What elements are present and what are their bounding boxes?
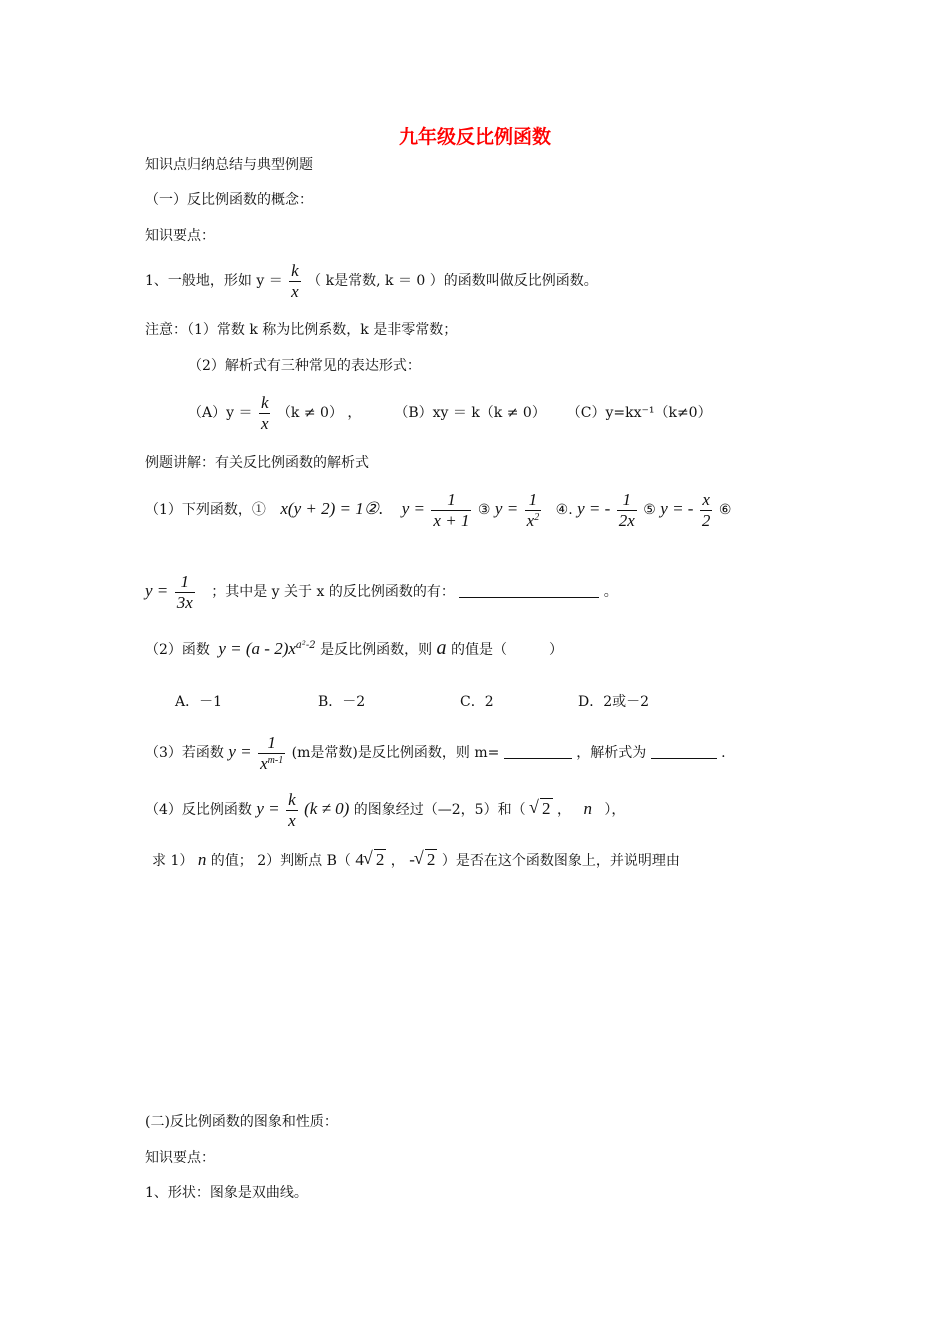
q3-fraction xyxy=(258,733,285,773)
forms-line xyxy=(188,393,712,433)
form-b: （B）xy ＝ k（k ≠ 0） xyxy=(394,405,546,422)
q1-tail-text: ；其中是 y 关于 x 的反比例函数的有： xyxy=(211,584,455,601)
examples-heading: 例题讲解：有关反比例函数的解析式 xyxy=(145,455,369,471)
q4-denominator: x xyxy=(288,810,296,830)
q1-formula-3-numerator: 1 xyxy=(525,490,542,511)
q1-formula-5-numerator: x xyxy=(700,490,713,511)
q3-base: x xyxy=(260,753,268,773)
q3-end: . xyxy=(721,745,726,762)
q3-numerator: 1 xyxy=(258,733,285,754)
q1-formula-2-numerator: 1 xyxy=(431,490,471,511)
q1-formula-6-fraction xyxy=(175,572,195,612)
q4-lhs: y = xyxy=(256,799,280,819)
form-a-prefix: （A）y ＝ xyxy=(188,405,253,422)
q1-formula-6-numerator: 1 xyxy=(175,572,195,593)
q1-formula-4-denominator: 2x xyxy=(618,510,635,530)
q1-formula-2-denominator: x + 1 xyxy=(433,510,470,530)
q4-separator: ， xyxy=(557,802,571,819)
q2-end-text: 的值是（ xyxy=(451,642,507,658)
q3-denominator xyxy=(258,754,285,774)
q1-mark-5: ⑤ xyxy=(643,502,656,519)
definition-numerator: k xyxy=(291,261,299,280)
q5-sqrt-1-radicand: 2 xyxy=(375,850,385,869)
q2-option-d: D．2或－2 xyxy=(578,694,650,710)
note-2: （2）解析式有三种常见的表达形式： xyxy=(188,358,421,374)
q5-n: n xyxy=(197,850,207,869)
question-3-line xyxy=(145,733,726,773)
q3-lhs: y = xyxy=(228,742,252,762)
q3-mid-text: (m是常数)是反比例函数，则 m= xyxy=(291,745,500,762)
q1-formula-3-lhs: y = xyxy=(494,499,519,519)
q5-sqrt-1 xyxy=(364,850,387,870)
q1-formula-3-denominator xyxy=(525,511,542,531)
q2-formula: y = (a - 2)x xyxy=(218,639,296,658)
q4-fraction xyxy=(286,790,298,830)
note-1: 注意：（1）常数 k 称为比例系数，k 是非零常数； xyxy=(145,322,458,338)
section1-points-label: 知识要点： xyxy=(145,228,215,244)
q4-sqrt-radicand: 2 xyxy=(542,799,551,819)
form-a-suffix: （k ≠ 0） ， xyxy=(276,405,362,422)
q3-m-blank xyxy=(504,758,572,759)
definition-prefix: 1、一般地，形如 y ＝ xyxy=(145,273,283,290)
q1-end: 。 xyxy=(603,584,618,601)
q5-sqrt-2-radicand: 2 xyxy=(426,850,436,869)
q5-mid-text: 的值； 2）判断点 B（ xyxy=(210,853,351,869)
q1-formula-1: x(y + 2) = 1②. xyxy=(280,499,384,519)
q1-formula-4-fraction xyxy=(617,490,637,530)
q3-formula-blank xyxy=(651,758,717,759)
q2-option-c: C．2 xyxy=(460,694,494,710)
q4-mid-text: 的图象经过（—2，5）和（ xyxy=(353,802,526,819)
question-1-line xyxy=(145,490,731,530)
question-2-line xyxy=(145,636,563,660)
q5-coefficient: 4 xyxy=(355,850,364,869)
q1-formula-3-base: x xyxy=(526,510,535,530)
form-c: （C）y=kx⁻¹（k≠0） xyxy=(566,405,712,422)
question-3-label: （3）若函数 xyxy=(145,745,224,762)
q1-formula-2-fraction xyxy=(431,490,471,530)
section1-heading: （一）反比例函数的概念： xyxy=(145,192,313,208)
subtitle: 知识点归纳总结与典型例题 xyxy=(145,157,313,173)
q1-formula-6-denominator: 3x xyxy=(176,592,193,612)
definition-suffix: （ k是常数, k ＝ 0 ）的函数叫做反比例函数。 xyxy=(307,273,598,290)
q1-mark-3: ③ xyxy=(477,502,491,519)
q1-formula-4-numerator: 1 xyxy=(617,490,637,511)
q1-mark-6: ⑥ xyxy=(718,502,732,519)
definition-line xyxy=(145,261,598,301)
q2-exponent: a²-2 xyxy=(295,640,316,651)
q3-mid2-text: ，解析式为 xyxy=(576,745,647,762)
section2-heading: (二)反比例函数的图象和性质： xyxy=(145,1114,338,1130)
question-2-label: （2）函数 xyxy=(145,642,210,658)
form-a-numerator: k xyxy=(260,393,269,412)
q4-n: n xyxy=(583,799,592,819)
q1-formula-5-fraction xyxy=(700,490,713,530)
form-a-denominator: x xyxy=(260,413,269,433)
q5-end-text: ）是否在这个函数图象上，并说明理由 xyxy=(441,853,680,869)
section2-points-label: 知识要点： xyxy=(145,1150,215,1166)
question-5-line xyxy=(152,850,680,870)
definition-fraction xyxy=(289,261,301,301)
q2-close-paren: ） xyxy=(549,642,563,658)
page-title: 九年级反比例函数 xyxy=(398,126,551,148)
q2-option-b: B．－2 xyxy=(318,694,366,710)
q1-mark-4: ④. xyxy=(555,502,573,519)
form-a-fraction xyxy=(259,393,271,433)
q1-formula-2-lhs: y = xyxy=(401,499,425,519)
q1-formula-6-lhs: y = xyxy=(145,581,169,601)
q2-mid-text: 是反比例函数，则 xyxy=(320,642,433,658)
q1-formula-4-lhs: y = - xyxy=(577,499,611,519)
q5-prefix: 求 1） xyxy=(152,853,194,869)
q5-negative: - xyxy=(409,850,415,869)
q1-formula-5-denominator: 2 xyxy=(701,510,711,530)
q1-answer-blank xyxy=(459,597,599,598)
question-1-label: （1）下列函数，① xyxy=(145,502,266,519)
q2-option-a: A．－1 xyxy=(175,694,223,710)
q4-numerator: k xyxy=(288,790,296,809)
definition-denominator: x xyxy=(291,281,299,301)
q2-variable: a xyxy=(436,637,447,659)
q4-condition: (k ≠ 0) xyxy=(304,799,350,819)
question-4-line xyxy=(145,790,625,830)
question-1-continued xyxy=(145,572,618,612)
q4-sqrt xyxy=(530,799,553,819)
question-4-label: （4）反比例函数 xyxy=(145,802,252,819)
q5-comma: ， xyxy=(390,853,405,869)
section2-item-1: 1、形状：图象是双曲线。 xyxy=(145,1185,308,1201)
q1-formula-3-exponent: 2 xyxy=(534,511,540,523)
q1-formula-3-fraction xyxy=(525,490,542,530)
q5-sqrt-2 xyxy=(415,850,438,870)
q3-exponent: m-1 xyxy=(267,754,284,766)
q1-formula-5-lhs: y = - xyxy=(660,499,694,519)
q4-end: ）， xyxy=(604,802,626,819)
